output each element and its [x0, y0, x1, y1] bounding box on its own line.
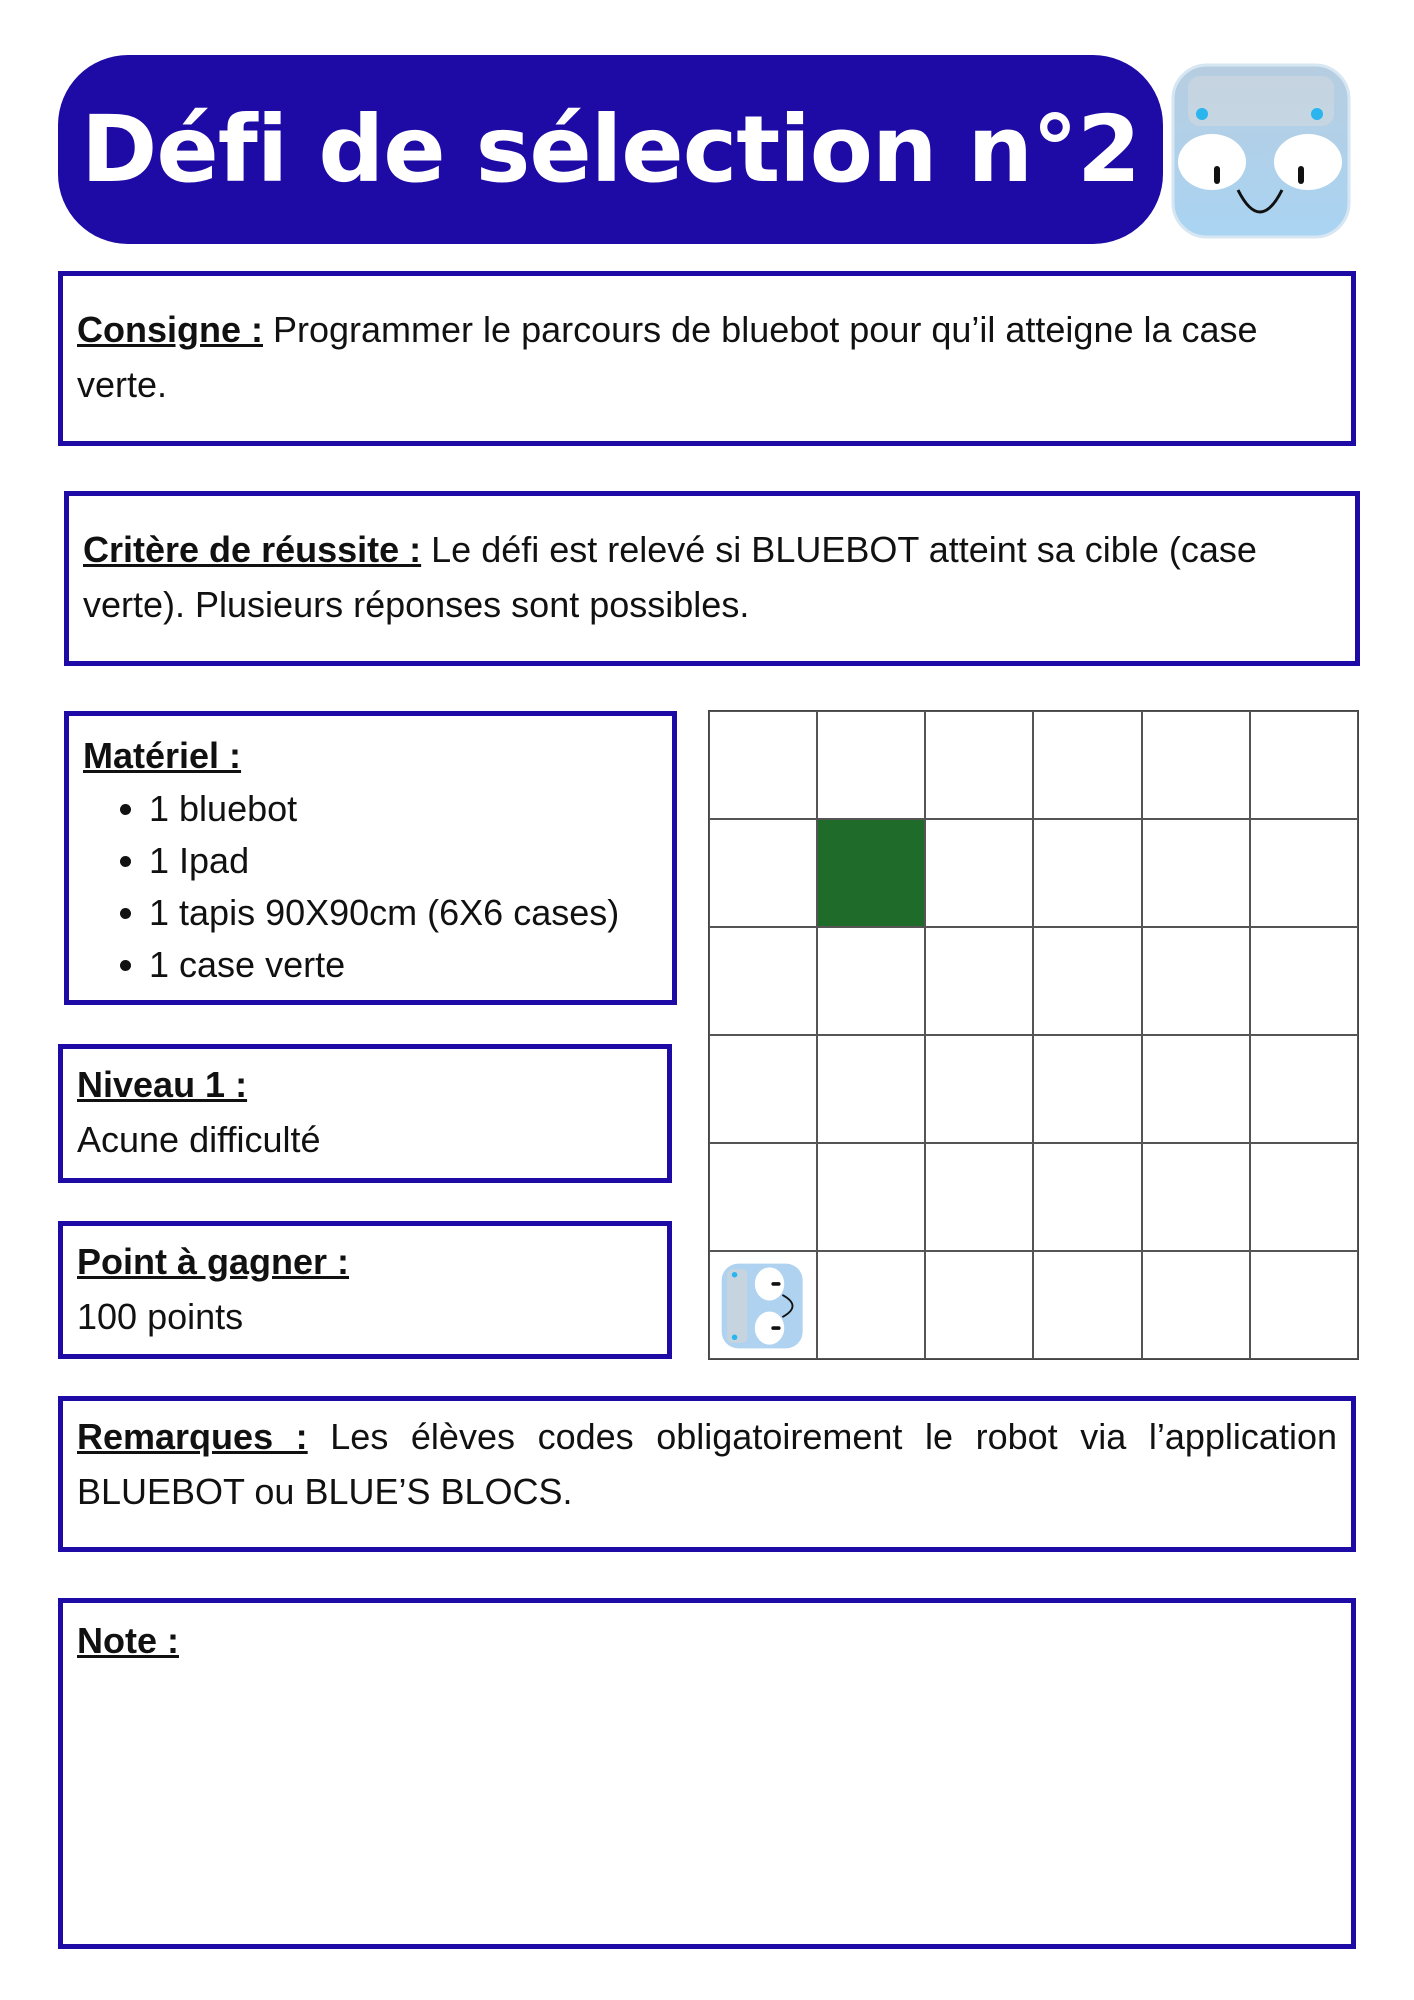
remarques-box [58, 1396, 1356, 1552]
consigne-label: Consigne : [77, 309, 263, 350]
points-text: 100 points [77, 1296, 244, 1337]
grid-cell [925, 711, 1033, 819]
grid-cell [1033, 1035, 1141, 1143]
critere-box [64, 491, 1360, 666]
grid-cell [925, 927, 1033, 1035]
niveau-box [58, 1044, 672, 1183]
page-title: Défi de sélection n°2 [80, 96, 1140, 203]
grid-cell [1142, 1251, 1250, 1359]
grid-cell [1033, 927, 1141, 1035]
list-item: • 1 bluebot [149, 783, 658, 835]
grid-cell [709, 711, 817, 819]
grid-cell [709, 819, 817, 927]
niveau-label: Niveau 1 : [77, 1064, 248, 1105]
game-grid [708, 710, 1359, 1360]
grid-cell [817, 927, 925, 1035]
grid-cell [1033, 1143, 1141, 1251]
points-box [58, 1221, 672, 1359]
grid-cell [1142, 927, 1250, 1035]
remarques-label: Remarques : [77, 1416, 308, 1457]
grid-cell [709, 1035, 817, 1143]
grid-cell [1142, 711, 1250, 819]
grid-cell [1142, 1143, 1250, 1251]
grid-cell [817, 1035, 925, 1143]
grid-cell [709, 1143, 817, 1251]
remarques-text: Les élèves codes obligatoirement le robot via l’application BLUEBOT ou BLUE’S BLOCS. [77, 1416, 1337, 1512]
grid-cell [1142, 1035, 1250, 1143]
title-banner [58, 55, 1163, 244]
grid-cell [1250, 927, 1358, 1035]
points-label: Point à gagner : [77, 1241, 350, 1282]
grid-cell [925, 1143, 1033, 1251]
target-cell [817, 819, 925, 927]
note-box [58, 1598, 1356, 1949]
list-item: • 1 case verte [149, 939, 658, 991]
grid-cell [817, 1251, 925, 1359]
grid-cell [1250, 711, 1358, 819]
grid-cell [1033, 819, 1141, 927]
grid-cell [709, 927, 817, 1035]
grid-cell [1250, 1251, 1358, 1359]
grid-cell [817, 1143, 925, 1251]
materiel-box [64, 711, 677, 1005]
consigne-text: Programmer le parcours de bluebot pour qu’il atteigne la case verte. [77, 309, 1258, 405]
list-item: • 1 tapis 90X90cm (6X6 cases) [149, 887, 658, 939]
grid-cell [709, 1251, 817, 1359]
materiel-label: Matériel : [83, 735, 242, 776]
grid-cell [817, 711, 925, 819]
grid-cell [1142, 819, 1250, 927]
grid-cell [925, 1035, 1033, 1143]
list-item: • 1 Ipad [149, 835, 658, 887]
niveau-text: Acune difficulté [77, 1119, 321, 1160]
grid-cell [1250, 1143, 1358, 1251]
materiel-list [83, 783, 658, 991]
grid-cell [1250, 819, 1358, 927]
bluebot-robot-icon [1170, 62, 1352, 240]
bluebot-robot-icon [718, 1260, 810, 1352]
grid-cell [1250, 1035, 1358, 1143]
grid-cell [1033, 711, 1141, 819]
grid-cell [1033, 1251, 1141, 1359]
grid-cell [925, 819, 1033, 927]
grid-cell [925, 1251, 1033, 1359]
note-label: Note : [77, 1620, 179, 1661]
critere-text: Le défi est relevé si BLUEBOT atteint sa cible (case verte). Plusieurs réponses sont possibles. [83, 529, 1257, 625]
consigne-box [58, 271, 1356, 446]
critere-label: Critère de réussite : [83, 529, 422, 570]
